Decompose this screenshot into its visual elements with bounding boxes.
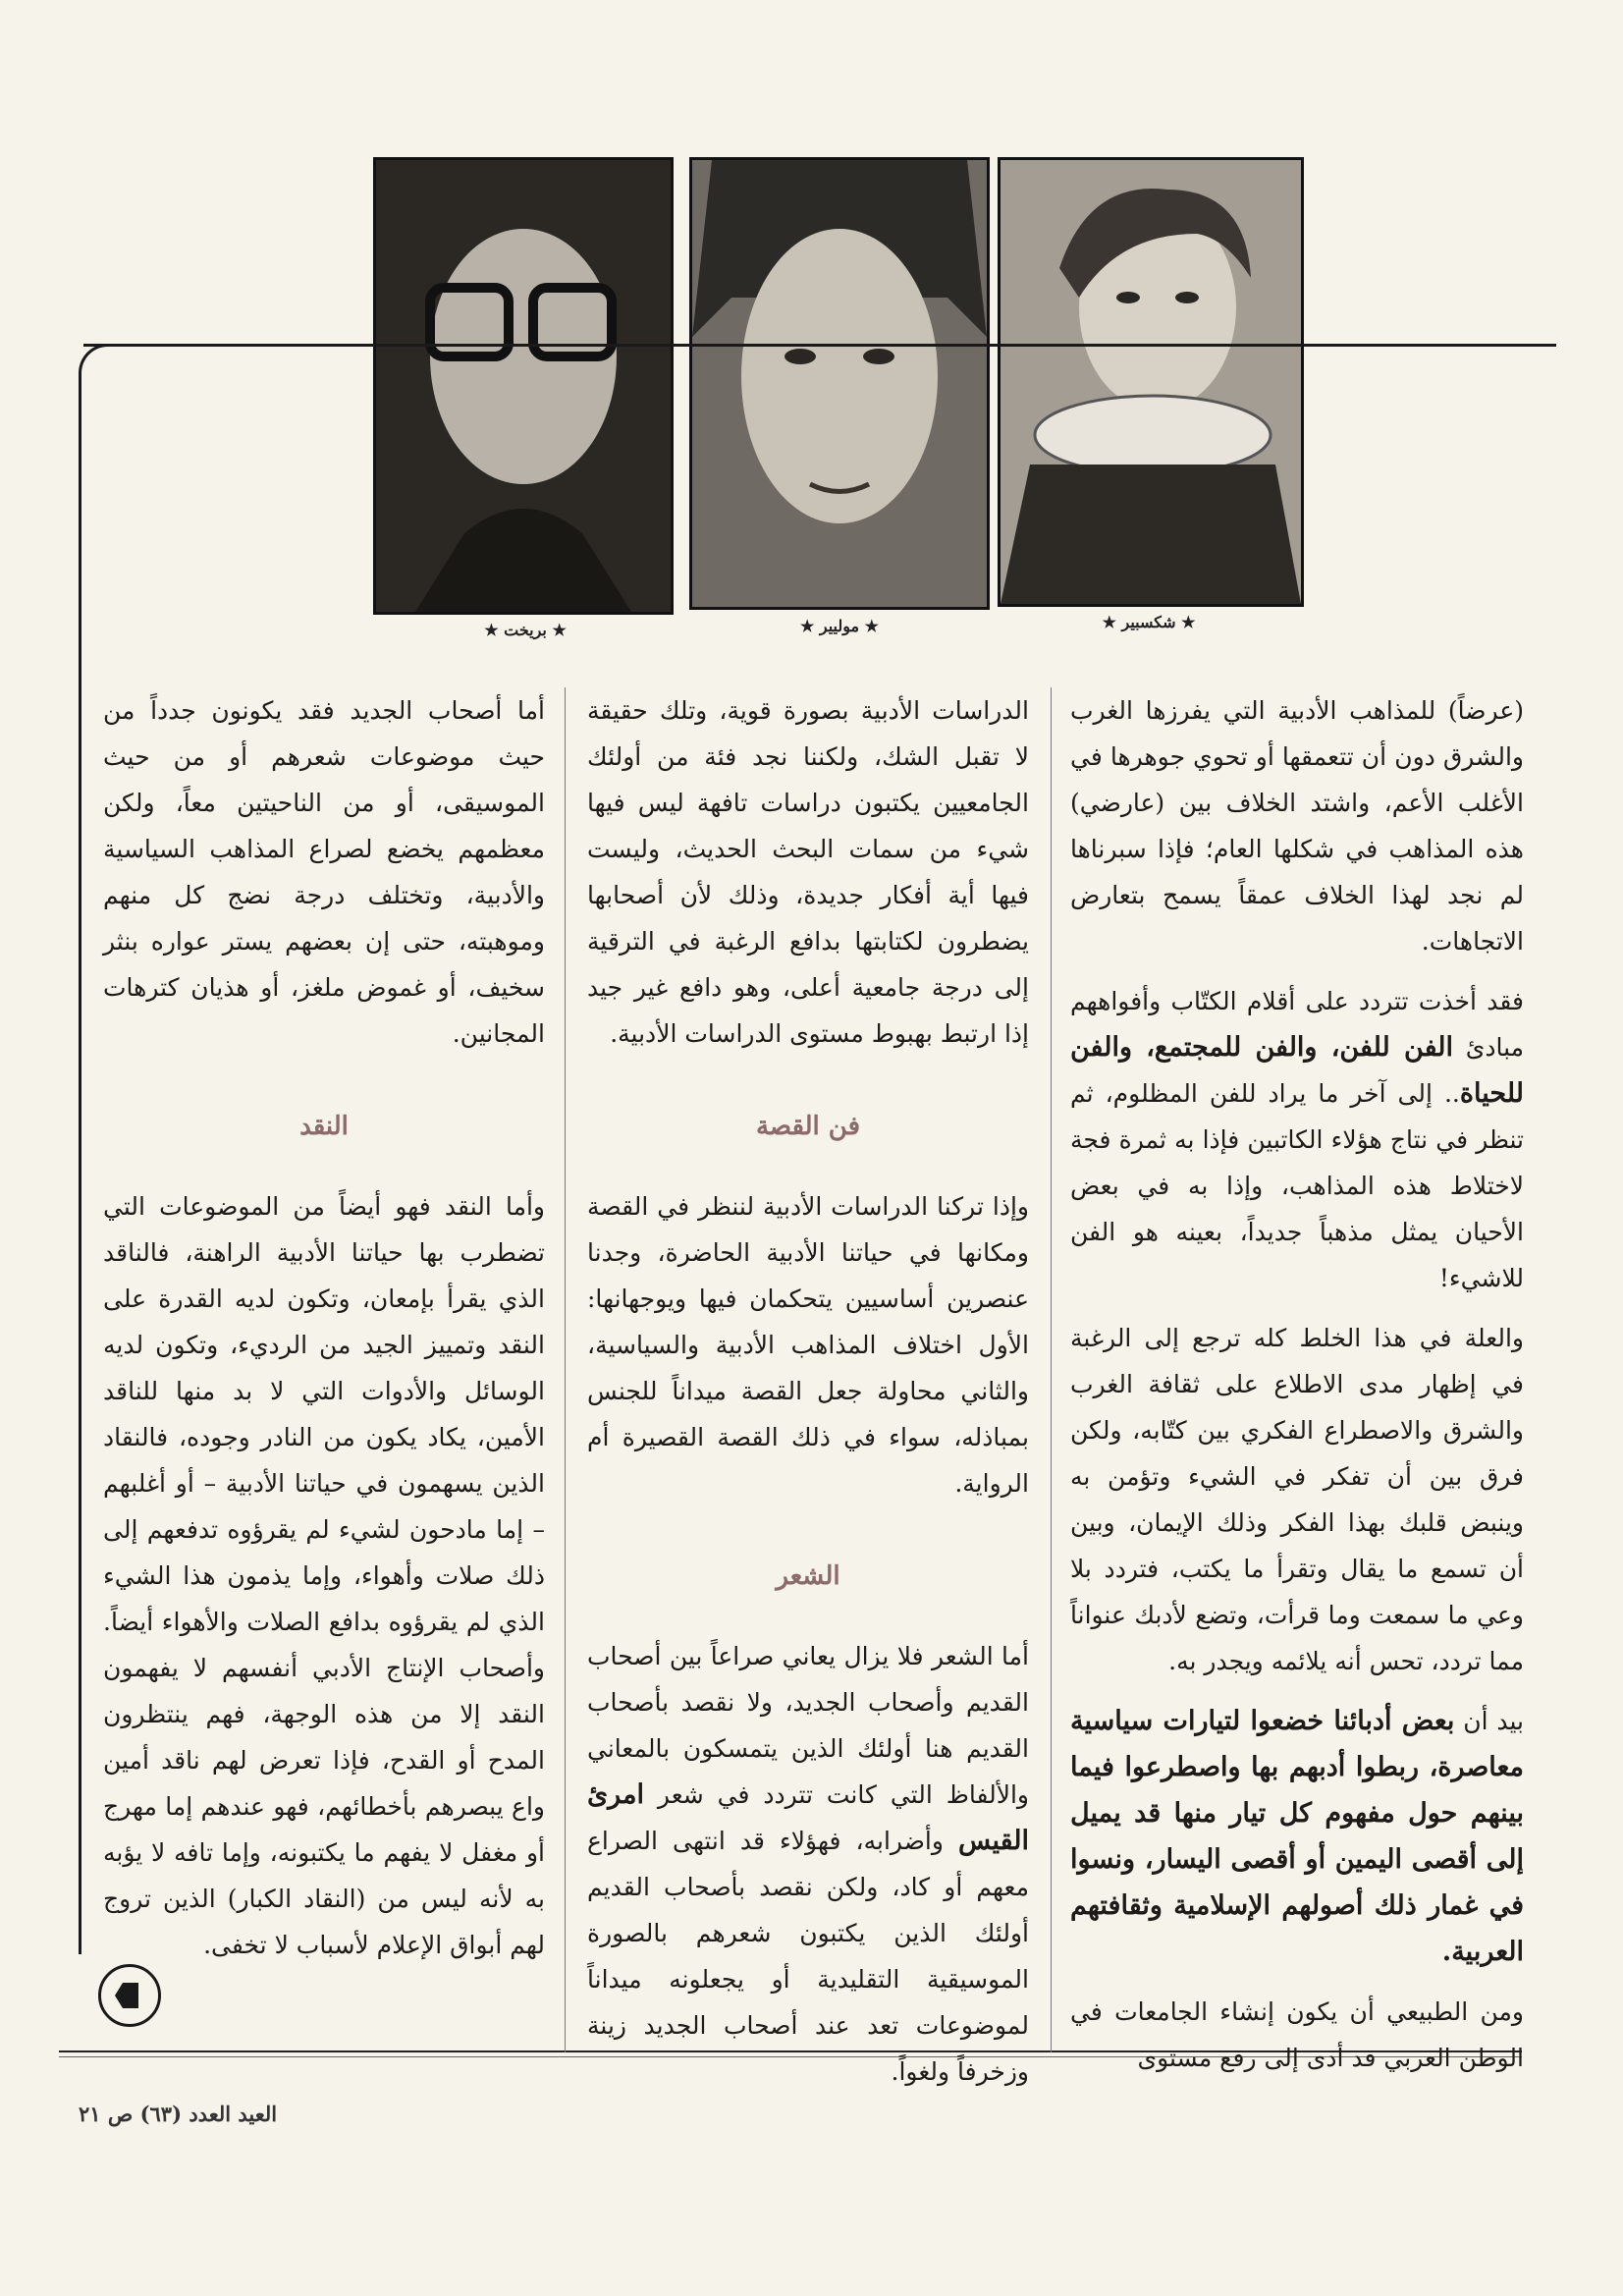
portrait-brecht-image	[376, 160, 671, 612]
section-heading-story: فن القصة	[755, 1112, 861, 1141]
paragraph-emphasis: الفن للفن، والفن للمجتمع، والفن للحياة	[1070, 1032, 1524, 1109]
article-column-middle	[587, 687, 1029, 2108]
paragraph: وأما النقد فهو أيضاً من الموضوعات التي تضطرب بها حياتنا الأدبية الراهنة، فالناقد الذي يقرأ بإمعان، وتكون لديه القدرة على النقد وتمييز الجيد من الرديء، وتكون لديه الوسائل والأدوات التي لا بد منها للناقد الأمين، يكاد يكون من النادر وجوده، فالنقاد الذين يسهمون في حياتنا الأدبية – أو أغلبهم – إما مادحون لشيء لم يقرؤوه تدفعهم إلى ذلك صلات وأهواء، وإما يذمون هذا الشيء الذي لم يقرؤوه بدافع الصلات والأهواء أيضاً. وأصحاب الإنتاج الأدبي أنفسهم لا يفهمون النقد إلا من هذه الوجهة، فهم ينتظرون المدح أو القدح، فإذا تعرض لهم ناقد أمين واع يبصرهم بأخطائهم، فهو عندهم إما مهرج أو مغفل لا يفهم ما يكتبونه، وإما تافه لا يؤبه به لأنه ليس من (النقاد الكبار) الذين تروج لهم أبواق الإعلام لأسباب لا تخفى.	[103, 1192, 545, 1959]
paragraph-text: بيد أن	[1454, 1707, 1525, 1735]
paragraph-emphasis: بعض أدبائنا خضعوا لتيارات سياسية معاصرة، ربطوا أدبهم بها واصطرعوا فيما بينهم حول مفهوم كل تيار منها قد يميل إلى أقصى اليمين أو أقصى اليسار، ونسوا في غمار ذلك أصولهم الإسلامية وثقافتهم العربية.	[1070, 1706, 1524, 1967]
caption-moliere: ★ موليير ★	[799, 617, 880, 635]
column-divider	[565, 687, 566, 2052]
caption-shakespeare: ★ شكسبير ★	[1102, 613, 1196, 631]
arrow-left-icon	[101, 1967, 158, 2024]
portrait-moliere-image	[692, 160, 987, 607]
frame-left-rule	[79, 373, 81, 1954]
paragraph: (عرضاً) للمذاهب الأدبية التي يفرزها الغرب والشرق دون أن تتعمقها أو تحوي جوهرها في الأغلب الأعم، واشتد الخلاف بين (عارضي) هذه المذاهب في شكلها العام؛ فإذا سبرناها لم نجد لهذا الخلاف عمقاً يسمح بتعارض الاتجاهات.	[1070, 696, 1524, 956]
paragraph: الدراسات الأدبية بصورة قوية، وتلك حقيقة لا تقبل الشك، ولكننا نجد فئة من أولئك الجامعيين يكتبون دراسات تافهة ليس فيها شيء من سمات البحث الحديث، وليست فيها أية أفكار جديدة، وذلك لأن أصحابها يضطرون لكتابتها بدافع الرغبة في الترقية إلى درجة جامعية أعلى، وهو دافع غير جيد إذا ارتبط بهبوط مستوى الدراسات الأدبية.	[587, 696, 1029, 1048]
next-page-arrow-icon[interactable]	[98, 1964, 161, 2027]
paragraph: ومن الطبيعي أن يكون إنشاء الجامعات في الوطن العربي قد أدى إلى رفع مستوى	[1070, 1997, 1524, 2072]
portrait-shakespeare-image	[1001, 160, 1301, 604]
paragraph: والعلة في هذا الخلط كله ترجع إلى الرغبة في إظهار مدى الاطلاع على ثقافة الغرب والشرق والاصطراع الفكري بين كتّابه، ولكن فرق بين أن تفكر في الشيء وتؤمن به وينبض قلبك بهذا الفكر وذلك الإيمان، وبين أن تسمع ما يقال وتقرأ ما يكتب، فتردد بلا وعي ما سمعت وما قرأت، وتضع لأدبك عنواناً مما تردد، تحس أنه يلائمه ويجدر به.	[1070, 1324, 1524, 1675]
section-heading-poetry: الشعر	[776, 1561, 840, 1591]
paragraph-text: أما الشعر فلا يزال يعاني صراعاً بين أصحاب القديم وأصحاب الجديد، ولا نقصد بأصحاب القديم هنا أولئك الذين يتمسكون بالمعاني والألفاظ التي كانت تتردد في شعر	[587, 1642, 1029, 1809]
paragraph-text: وأضرابه، فهؤلاء قد انتهى الصراع معهم أو كاد، ولكن نقصد بأصحاب القديم أولئك الذين يكتبون شعرهم بالصورة الموسيقية التقليدية أو يجعلونه ميداناً لموضوعات تعد عند أصحاب الجديد زينة وزخرفاً ولغواً.	[587, 1827, 1029, 2086]
paragraph-emphasis: امرئ القيس	[587, 1779, 1029, 1856]
portrait-shakespeare	[998, 157, 1304, 607]
portrait-moliere	[689, 157, 990, 610]
paragraph	[1070, 978, 1524, 1301]
portrait-brecht	[373, 157, 674, 615]
caption-brecht: ★ بريخت ★	[484, 621, 567, 639]
paragraph: وإذا تركنا الدراسات الأدبية لننظر في القصة ومكانها في حياتنا الأدبية الحاضرة، وجدنا عنصرين أساسيين يتحكمان فيها ويوجهانها: الأول اختلاف المذاهب الأدبية والسياسية، والثاني محاولة جعل القصة ميداناً للجنس بمباذله، سواء في ذلك القصة القصيرة أم الرواية.	[587, 1192, 1029, 1498]
paragraph: أما أصحاب الجديد فقد يكونون جدداً من حيث موضوعات شعرهم أو من حيث الموسيقى، أو من الناحيتين معاً، ولكن معظمهم يخضع لصراع المذاهب السياسية والأدبية، وتختلف درجة نضج كل منهم وموهبته، حتى إن بعضهم يستر عواره بنثر سخيف، أو غموض ملغز، أو هذيان كترهات المجانين.	[103, 696, 545, 1048]
paragraph	[587, 1633, 1029, 2095]
frame-corner	[79, 344, 121, 386]
article-column-right	[1070, 687, 1524, 2095]
frame-top-rule	[83, 344, 1556, 347]
paragraph-text: فقد أخذت تتردد على أقلام الكتّاب وأفواههم مبادئ	[1070, 987, 1524, 1062]
section-heading-criticism: النقد	[299, 1112, 349, 1141]
article-column-left	[103, 687, 545, 1982]
paragraph	[1070, 1698, 1524, 1975]
paragraph-text: .. إلى آخر ما يراد للفن المظلوم، ثم تنظر في نتاج هؤلاء الكاتبين فإذا به ثمرة فجة لاختلاط هذه المذاهب، وإذا به في بعض الأحيان يمثل مذهباً جديداً، بعينه هو الفن للاشيء!	[1070, 1079, 1524, 1292]
column-divider	[1051, 687, 1052, 2052]
page-footer: العيد العدد (٦٣) ص ٢١	[79, 2102, 278, 2126]
